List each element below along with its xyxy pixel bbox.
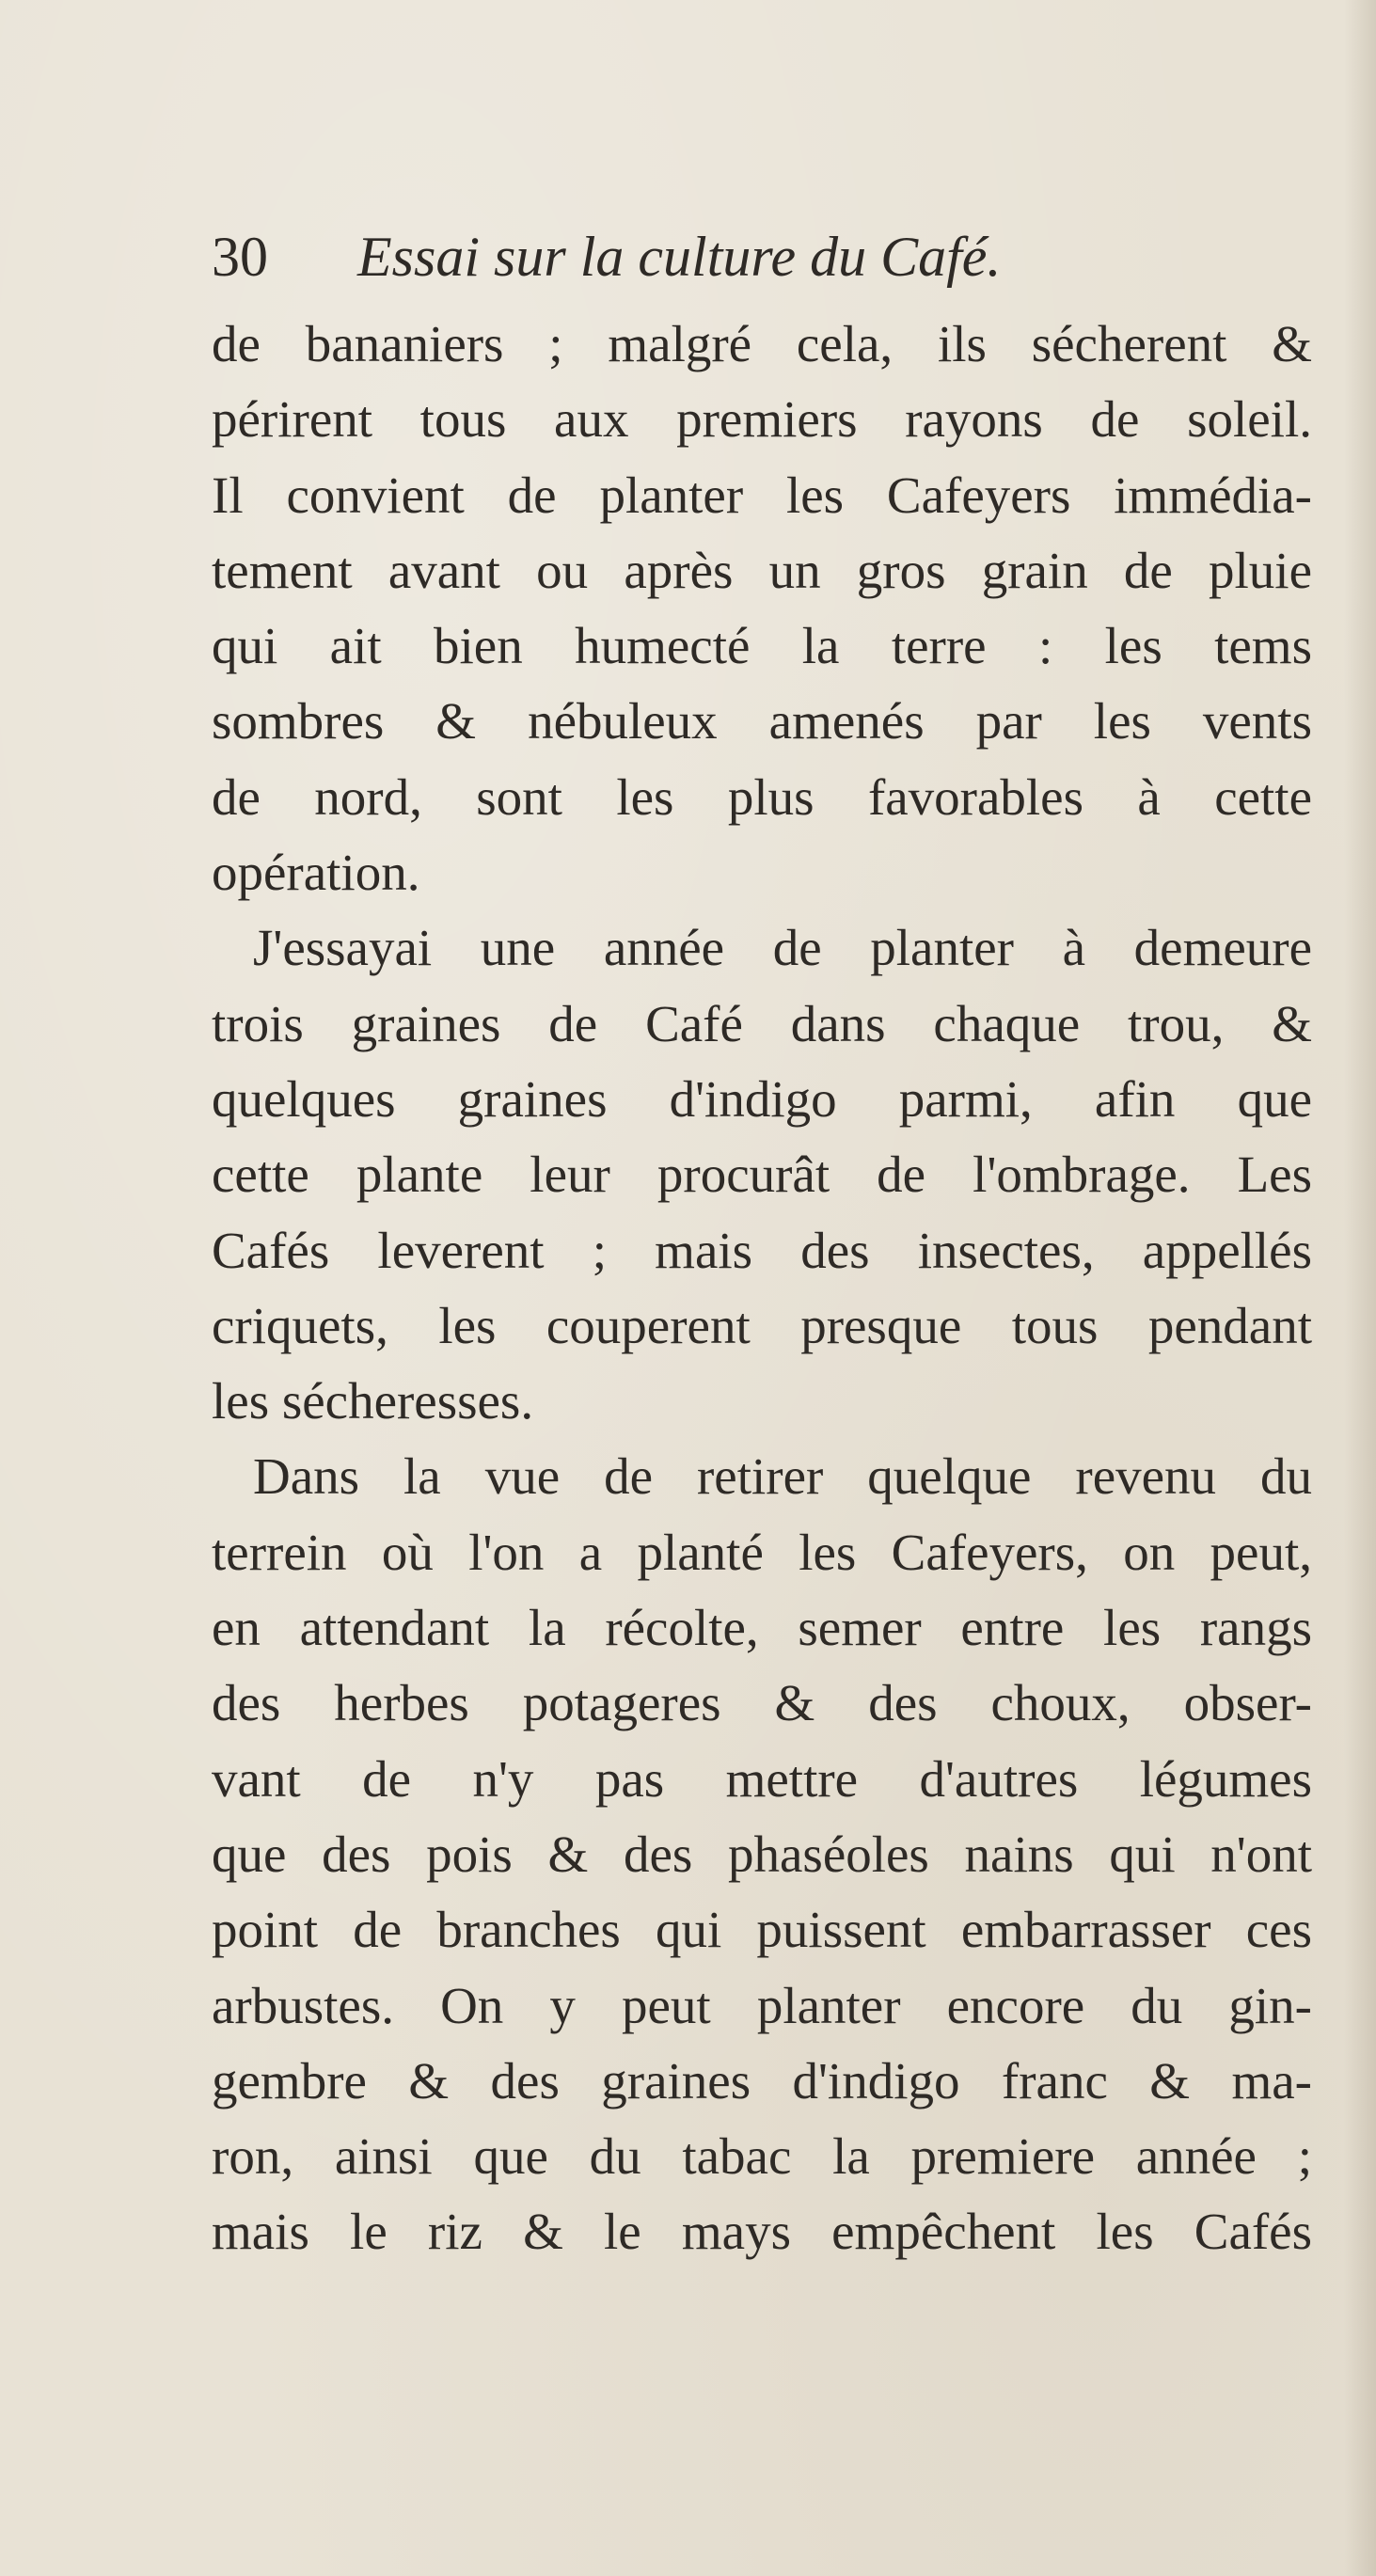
text-line: criquets, les couperent presque tous pendant [212, 1296, 1312, 1354]
text-line: Il convient de planter les Cafeyers immédia- [212, 466, 1312, 524]
text-line: périrent tous aux premiers rayons de soleil. [212, 390, 1312, 449]
text-line: que des pois & des phaséoles nains qui n'ont [212, 1825, 1312, 1883]
text-line: quelques graines d'indigo parmi, afin que [212, 1069, 1312, 1128]
text-line: de bananiers ; malgré cela, ils sécherent & [212, 315, 1312, 372]
text-line: arbustes. On y peut planter encore du gin- [212, 1976, 1312, 2034]
text-line: trois graines de Café dans chaque trou, & [212, 994, 1312, 1052]
text-line: mais le riz & le mays empêchent les Cafés [212, 2203, 1312, 2261]
text-line: vant de n'y pas mettre d'autres légumes [212, 1749, 1312, 1808]
text-line: Dans la vue de retirer quelque revenu du [253, 1447, 1312, 1506]
text-line: tement avant ou après un gros grain de pluie [212, 541, 1312, 599]
text-line: terrein où l'on a planté les Cafeyers, on peut, [212, 1523, 1312, 1581]
text-line: J'essayai une année de planter à demeure [253, 919, 1312, 977]
page-header [212, 224, 1340, 290]
text-line: gembre & des graines d'indigo franc & ma- [212, 2051, 1312, 2110]
text-line: les sécheresses. [212, 1372, 534, 1430]
text-line: qui ait bien humecté la terre : les tems [212, 617, 1312, 675]
text-line: sombres & nébuleux amenés par les vents [212, 692, 1312, 751]
running-title: Essai sur la culture du Café. [357, 226, 1002, 288]
text-line: cette plante leur procurât de l'ombrage. Les [212, 1146, 1312, 1204]
text-line: de nord, sont les plus favorables à cette [212, 767, 1312, 826]
text-line: en attendant la récolte, semer entre les rangs [212, 1599, 1312, 1657]
text-line: ron, ainsi que du tabac la premiere année ; [212, 2127, 1312, 2186]
text-line: Cafés leverent ; mais des insectes, appellés [212, 1221, 1312, 1279]
body-text [212, 307, 1312, 2270]
text-line: opération. [212, 844, 420, 902]
text-line: des herbes potageres & des choux, obser- [212, 1674, 1312, 1732]
text-line: point de branches qui puissent embarrasser ces [212, 1901, 1312, 1959]
page-edge-shadow [1344, 0, 1376, 2576]
page-number: 30 [212, 226, 268, 288]
